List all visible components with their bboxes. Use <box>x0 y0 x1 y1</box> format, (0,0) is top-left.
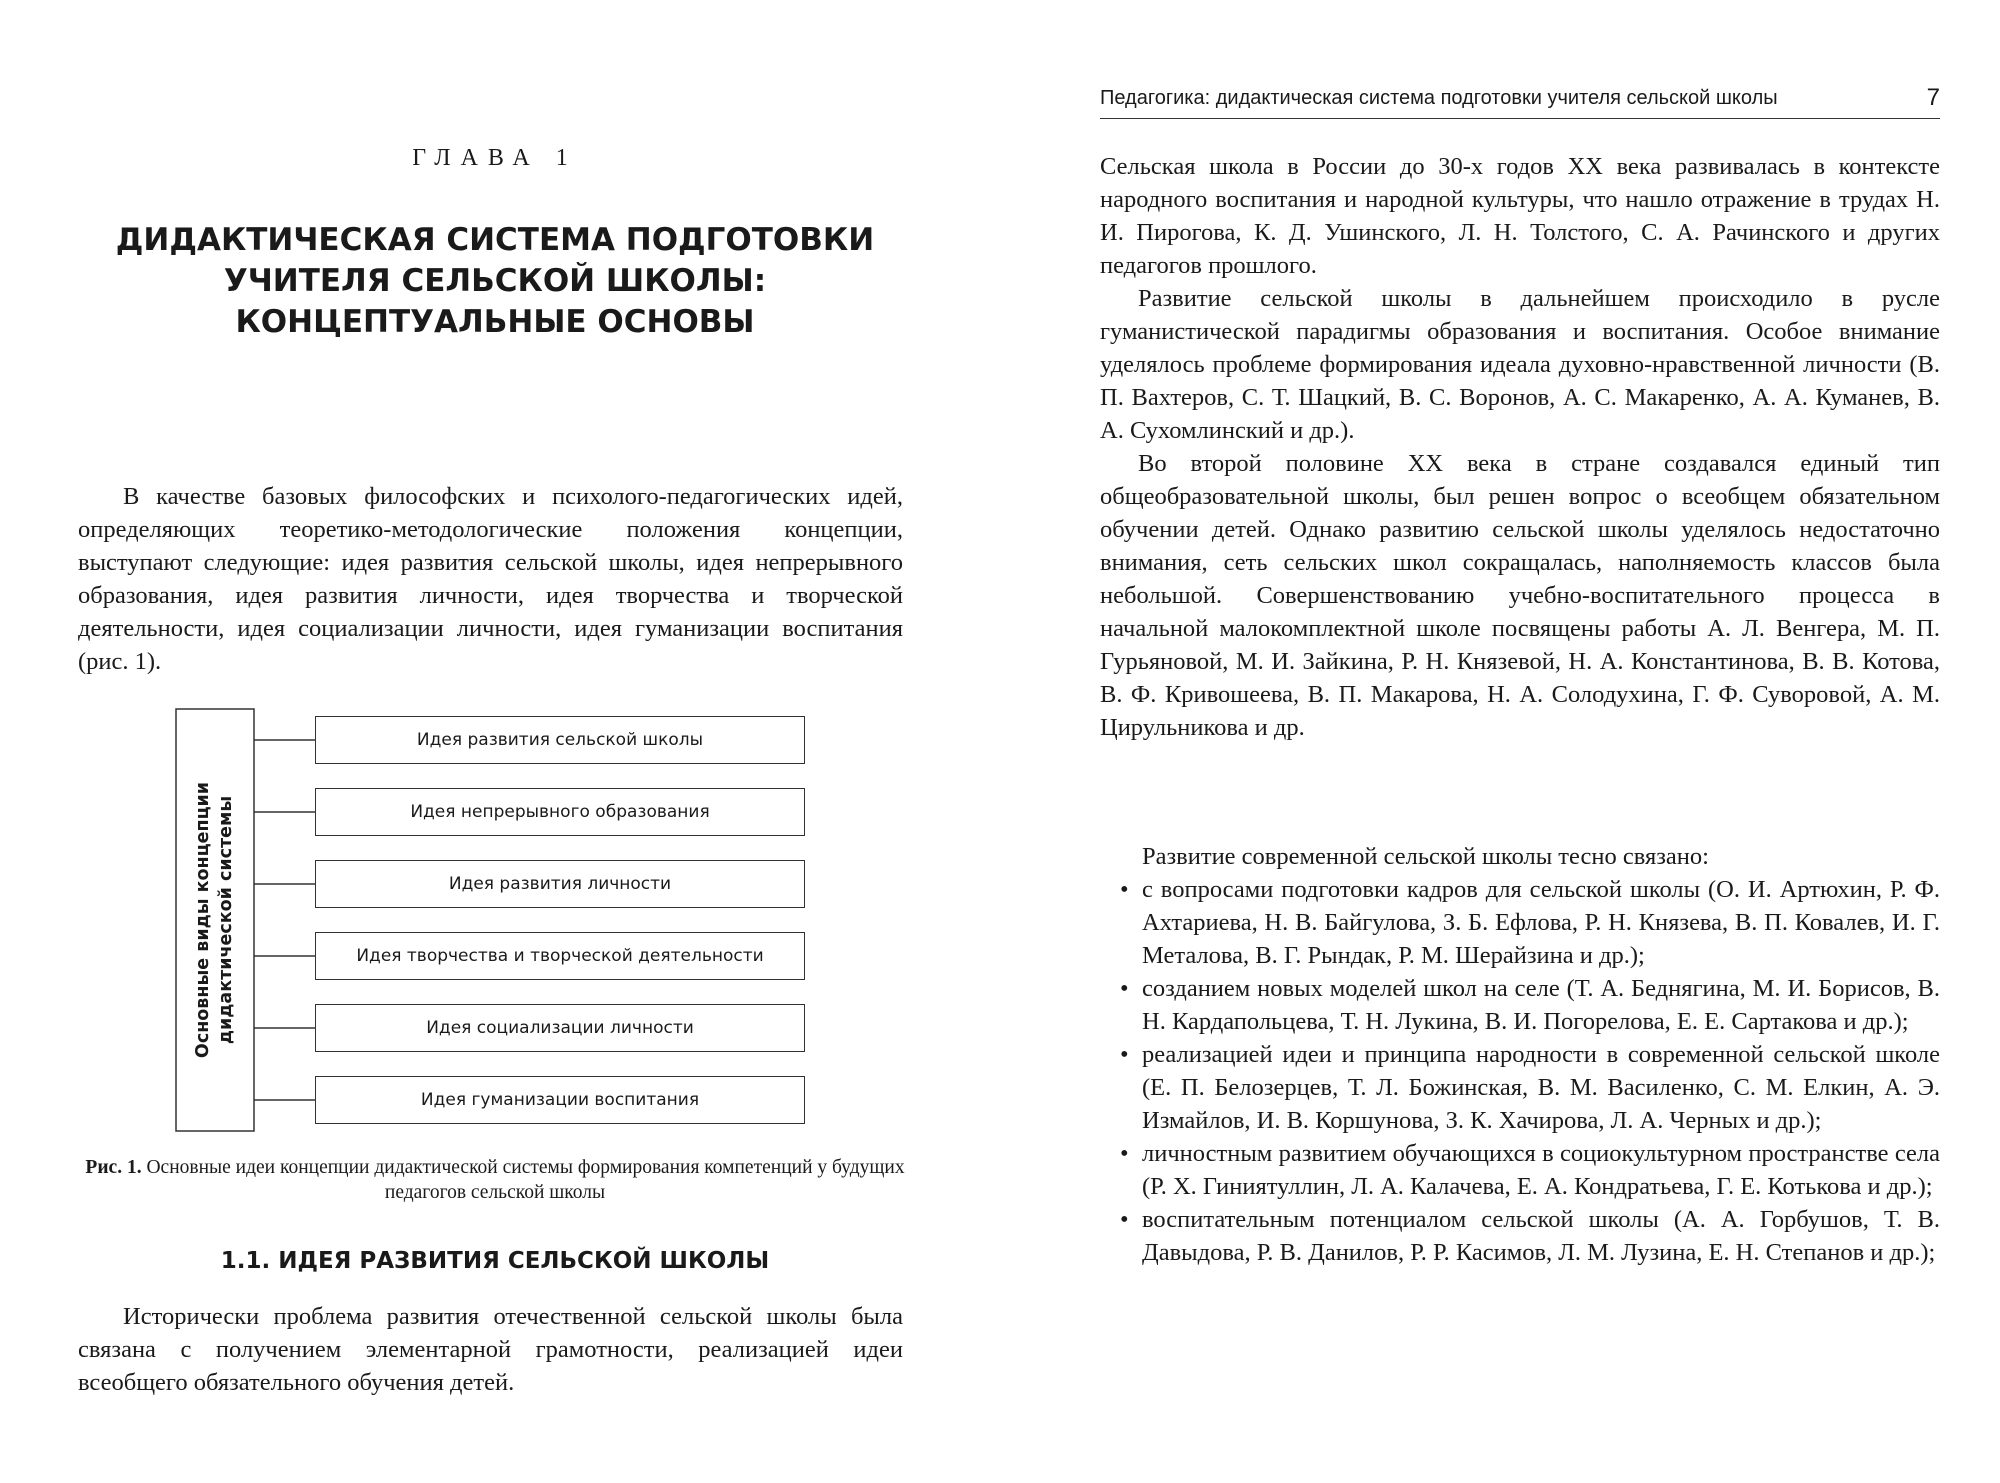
chapter-label: ГЛАВА 1 <box>412 145 578 171</box>
caption-text: Основные идеи концепции дидактической системы формирования компетенций у будущих педагогов сельской школы <box>141 1157 905 1203</box>
list-item-text: созданием новых моделей школ на селе (Т. А. Беднягина, М. И. Борисов, В. Н. Кардапольцева, Т. Н. Лукина, В. И. Погорелова, Е. Е. Сартакова и др.); <box>1142 975 1940 1035</box>
diagram-box: Идея непрерывного образования <box>315 788 805 836</box>
diagram-connectors <box>175 708 810 1133</box>
list-item-text: воспитательным потенциалом сельской школы (А. А. Горбушов, Т. В. Давыдова, Р. В. Данилов, Р. Р. Касимов, Л. М. Лузина, Е. Н. Степанов и др.); <box>1142 1206 1940 1266</box>
diagram-box: Идея творчества и творческой деятельности <box>315 932 805 980</box>
diagram-box: Идея гуманизации воспитания <box>315 1076 805 1124</box>
list-item-text: реализацией идеи и принципа народности в современной сельской школе (Е. П. Белозерцев, Т. Л. Божинская, В. М. Василенко, С. М. Елкин, А. Э. Измайлов, И. В. Коршунова, З. К. Хачирова, Л. А. Черных и др.); <box>1142 1041 1940 1134</box>
left-page <box>0 0 990 1483</box>
paragraph: Во второй половине XX века в стране создавался единый тип общеобразовательной школы, был решен вопрос о всеобщем обязательном обучении детей. Однако развитию сельской школы уделялось недостаточно внимания, сеть сельских школ сокращалась, наполняемость классов была небольшой. Совершенствованию учебно-воспитательного процесса в начальной малокомплектной школе посвящены работы А. Л. Венгера, М. П. Гурьяновой, М. И. Зайкина, Р. Н. Князевой, Н. А. Константинова, В. В. Котова, В. Ф. Кривошеева, В. П. Макарова, Н. А. Солодухина, Г. Ф. Суворовой, А. М. Цирульникова и др. <box>1100 450 1940 741</box>
bullet-icon: • <box>1120 1140 1129 1167</box>
right-page <box>1010 0 2000 1483</box>
list-item <box>1100 1203 1940 1269</box>
paragraph: Сельская школа в России до 30-х годов XX века развивалась в контексте народного воспитания и народной культуры, что нашло отражение в трудах Н. И. Пирогова, К. Д. Ушинского, Л. Н. Толстого, С. А. Рачинского и других педагогов прошлого. <box>1100 153 1940 279</box>
bullet-icon: • <box>1120 876 1129 903</box>
bullet-icon: • <box>1120 1041 1129 1068</box>
caption-prefix: Рис. 1. <box>85 1157 142 1178</box>
diagram-vertical-label <box>175 708 255 1132</box>
vertical-label-line: дидактической системы <box>216 795 236 1045</box>
vertical-label-line: Основные виды концепции <box>193 781 213 1059</box>
diagram-box: Идея развития личности <box>315 860 805 908</box>
diagram-box: Идея социализации личности <box>315 1004 805 1052</box>
intro-paragraph: В качестве базовых философских и психолого-педагогических идей, определяющих теоретико-методологические положения концепции, выступают следующие: идея развития сельской школы, идея непрерывного образования, идея развития личности, идея творчества и творческой деятельности, идея социализации личности, идея гуманизации воспитания (рис. 1). <box>78 483 903 675</box>
list-item <box>1100 972 1940 1038</box>
running-head <box>1100 82 1940 119</box>
chapter-title-line: УЧИТЕЛЯ СЕЛЬСКОЙ ШКОЛЫ: <box>223 263 767 299</box>
page-number: 7 <box>1926 84 1940 111</box>
right-paragraphs <box>1100 150 1940 744</box>
bullet-icon: • <box>1120 1206 1129 1233</box>
running-head-title: Педагогика: дидактическая система подготовки учителя сельской школы <box>1100 87 1778 109</box>
figure-caption <box>80 1155 910 1205</box>
section-title: 1.1. ИДЕЯ РАЗВИТИЯ СЕЛЬСКОЙ ШКОЛЫ <box>220 1248 770 1274</box>
list-item-text: личностным развитием обучающихся в социокультурном пространстве села (Р. Х. Гиниятуллин, Л. А. Калачева, Е. А. Кондратьева, Г. Е. Котькова и др.); <box>1142 1140 1940 1200</box>
diagram-box: Идея развития сельской школы <box>315 716 805 764</box>
list-item <box>1100 873 1940 972</box>
chapter-title-line: ДИДАКТИЧЕСКАЯ СИСТЕМА ПОДГОТОВКИ <box>115 222 875 258</box>
chapter-title-line: КОНЦЕПТУАЛЬНЫЕ ОСНОВЫ <box>235 304 755 340</box>
list-item <box>1100 1038 1940 1137</box>
concept-diagram <box>175 708 810 1133</box>
bullet-icon: • <box>1120 975 1129 1002</box>
list-intro: Развитие современной сельской школы тесно связано: <box>1142 843 1709 870</box>
bullet-list <box>1100 873 1940 1269</box>
list-item-text: с вопросами подготовки кадров для сельской школы (О. И. Артюхин, Р. Ф. Ахтариева, Н. В. Байгулова, З. Б. Ефлова, Р. Н. Князева, В. П. Ковалев, И. Г. Металова, В. Г. Рындак, Р. М. Шерайзина и др.); <box>1142 876 1940 969</box>
chapter-title <box>80 220 910 343</box>
paragraph: Развитие сельской школы в дальнейшем происходило в русле гуманистической парадигмы образования и воспитания. Особое внимание уделялось проблеме формирования идеала духовно-нравственной личности (В. П. Вахтеров, С. Т. Шацкий, В. С. Воронов, А. С. Макаренко, А. А. Куманев, В. А. Сухомлинский и др.). <box>1100 285 1940 444</box>
list-item <box>1100 1137 1940 1203</box>
section-paragraph: Исторически проблема развития отечественной сельской школы была связана с получением элементарной грамотности, реализацией идеи всеобщего обязательного обучения детей. <box>78 1303 903 1396</box>
